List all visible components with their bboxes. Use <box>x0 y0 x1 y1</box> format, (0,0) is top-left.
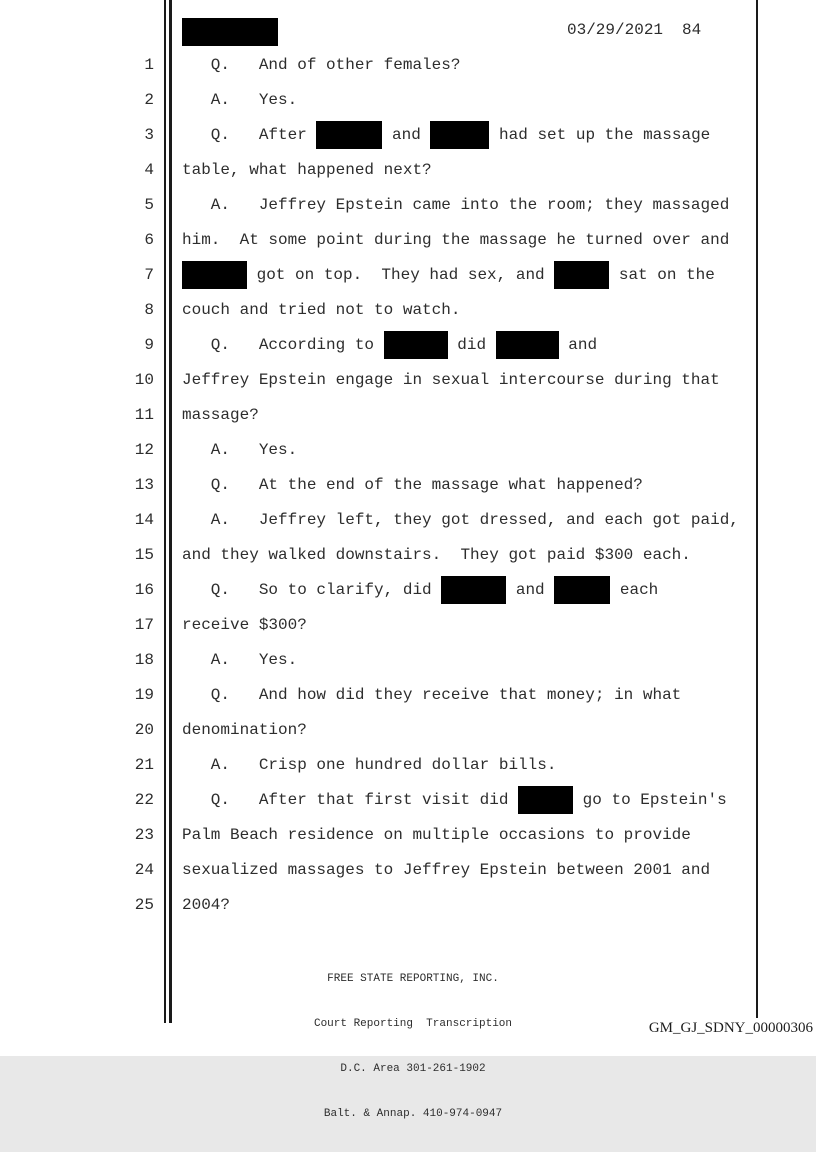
redaction-box <box>316 121 382 149</box>
line-text: A. Yes. <box>182 650 298 669</box>
transcript-line <box>0 187 816 222</box>
redaction-box <box>441 576 506 604</box>
header-date-line <box>567 21 701 39</box>
line-text: Q. After and had set up the massage <box>182 121 710 149</box>
reporter-service: Court Reporting Transcription <box>313 1018 513 1030</box>
redaction-box <box>430 121 489 149</box>
redaction-box <box>554 576 610 604</box>
transcript-line <box>0 257 816 292</box>
line-number: 10 <box>134 370 154 389</box>
transcript-line <box>0 327 816 362</box>
reporter-phone-balt: Balt. & Annap. 410-974-0947 <box>323 1108 503 1120</box>
line-number: 1 <box>144 55 154 74</box>
transcript-line <box>0 747 816 782</box>
line-number: 21 <box>134 755 154 774</box>
line-number: 17 <box>134 615 154 634</box>
transcript-line <box>0 572 816 607</box>
transcript-line <box>0 537 816 572</box>
line-number: 19 <box>134 685 154 704</box>
line-text: Q. After that first visit did go to Epstein's <box>182 786 727 814</box>
line-number: 6 <box>144 230 154 249</box>
redaction-box <box>182 261 247 289</box>
transcript-line <box>0 642 816 677</box>
line-text: A. Yes. <box>182 90 298 109</box>
line-number: 18 <box>134 650 154 669</box>
transcript-line <box>0 397 816 432</box>
line-number: 4 <box>144 160 154 179</box>
line-text: Jeffrey Epstein engage in sexual intercourse during that <box>182 370 720 389</box>
line-number: 5 <box>144 195 154 214</box>
line-text: Q. And how did they receive that money; in what <box>182 685 682 704</box>
line-text: couch and tried not to watch. <box>182 300 461 319</box>
page-number: 84 <box>682 21 702 39</box>
line-number: 24 <box>134 860 154 879</box>
transcript-line <box>0 677 816 712</box>
line-number: 11 <box>134 405 154 424</box>
redaction-box <box>518 786 573 814</box>
line-text: massage? <box>182 405 259 424</box>
redaction-box <box>384 331 448 359</box>
line-text: got on top. They had sex, and sat on the <box>182 261 715 289</box>
transcript-line <box>0 887 816 922</box>
reporter-phone-dc: D.C. Area 301-261-1902 <box>340 1063 486 1075</box>
line-number: 14 <box>134 510 154 529</box>
reporter-name: FREE STATE REPORTING, INC. <box>327 973 499 985</box>
line-text: table, what happened next? <box>182 160 432 179</box>
transcript-line <box>0 817 816 852</box>
line-text: sexualized massages to Jeffrey Epstein between 2001 and <box>182 860 711 879</box>
transcript-line <box>0 152 816 187</box>
line-number: 12 <box>134 440 154 459</box>
reporter-footer <box>183 942 643 1152</box>
line-number: 25 <box>134 895 154 914</box>
line-number: 16 <box>134 580 154 599</box>
line-text: A. Jeffrey left, they got dressed, and each got paid, <box>182 510 739 529</box>
transcript-line <box>0 502 816 537</box>
line-number: 22 <box>134 790 154 809</box>
transcript-line <box>0 362 816 397</box>
line-number: 23 <box>134 825 154 844</box>
line-text: Palm Beach residence on multiple occasions to provide <box>182 825 691 844</box>
transcript-line <box>0 607 816 642</box>
transcript-line <box>0 467 816 502</box>
line-number: 2 <box>144 90 154 109</box>
header-redaction-box <box>182 18 278 46</box>
transcript-line <box>0 292 816 327</box>
line-number: 13 <box>134 475 154 494</box>
line-number: 9 <box>144 335 154 354</box>
line-text: receive $300? <box>182 615 307 634</box>
line-number: 20 <box>134 720 154 739</box>
line-text: A. Jeffrey Epstein came into the room; they massaged <box>182 195 730 214</box>
transcript-line <box>0 47 816 82</box>
line-text: 2004? <box>182 895 231 914</box>
transcript-line <box>0 712 816 747</box>
transcript-line <box>0 82 816 117</box>
line-text: A. Crisp one hundred dollar bills. <box>182 755 557 774</box>
transcript-line <box>0 222 816 257</box>
redaction-box <box>554 261 609 289</box>
line-text: denomination? <box>182 720 307 739</box>
line-text: and they walked downstairs. They got paid $300 each. <box>182 545 691 564</box>
transcript-date: 03/29/2021 <box>567 21 664 39</box>
transcript-body <box>0 47 816 922</box>
line-text: Q. According to did and <box>182 331 597 359</box>
line-number: 15 <box>134 545 154 564</box>
line-text: A. Yes. <box>182 440 298 459</box>
bates-number: GM_GJ_SDNY_00000306 <box>648 1020 813 1036</box>
transcript-line <box>0 432 816 467</box>
line-text: Q. And of other females? <box>182 55 461 74</box>
line-number: 3 <box>144 125 154 144</box>
line-number: 7 <box>144 265 154 284</box>
line-number: 8 <box>144 300 154 319</box>
transcript-line <box>0 852 816 887</box>
redaction-box <box>496 331 559 359</box>
transcript-line <box>0 782 816 817</box>
transcript-line <box>0 117 816 152</box>
line-text: Q. So to clarify, did and each <box>182 576 658 604</box>
line-text: him. At some point during the massage he turned over and <box>182 230 730 249</box>
line-text: Q. At the end of the massage what happened? <box>182 475 643 494</box>
